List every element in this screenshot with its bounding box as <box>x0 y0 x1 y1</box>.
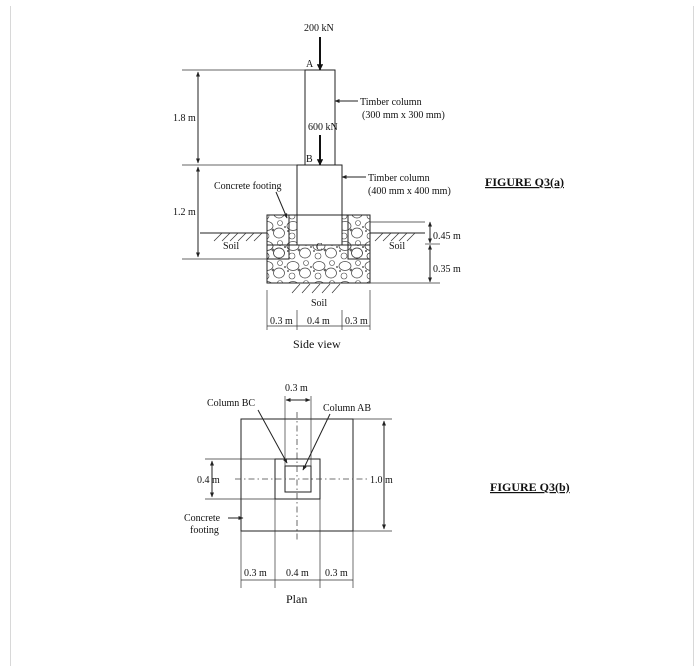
dim-b1-label: 0.3 m <box>270 316 293 327</box>
column-ab-label: Column AB <box>323 403 372 414</box>
soil-right-label: Soil <box>389 241 406 252</box>
side-view-title: Side view <box>293 337 341 351</box>
column-bc-label: Column BC <box>207 398 256 409</box>
dim-b2-label: 0.4 m <box>307 316 330 327</box>
ground-hatch-bottom <box>292 284 340 293</box>
side-view-diagram <box>173 23 461 351</box>
concrete-footing-label: Concrete footing <box>214 181 282 192</box>
plan-view-diagram <box>184 383 393 606</box>
ground-hatch-right <box>375 233 415 241</box>
plan-footing-label-1: Concrete <box>184 513 221 524</box>
dim-b3-label: 0.3 m <box>345 316 368 327</box>
load-200kn-label: 200 kN <box>304 23 334 34</box>
point-c-label: C <box>316 242 323 253</box>
figure-q3a-caption: FIGURE Q3(a) <box>485 175 564 189</box>
dim-1-2m-label: 1.2 m <box>173 207 196 218</box>
dim-0-35m-label: 0.35 m <box>433 264 461 275</box>
lower-column-label-1: Timber column <box>368 173 430 184</box>
point-a-label: A <box>306 59 314 70</box>
point-b-label: B <box>306 154 313 165</box>
upper-column-label-1: Timber column <box>360 97 422 108</box>
figure-q3b-caption: FIGURE Q3(b) <box>490 480 570 494</box>
plan-footing-label-2: footing <box>190 525 219 536</box>
upper-column-label-2: (300 mm x 300 mm) <box>362 110 445 121</box>
plan-b3-label: 0.3 m <box>325 568 348 579</box>
plan-dim-0-4m-label: 0.4 m <box>197 475 220 486</box>
load-600kn-label: 600 kN <box>308 122 338 133</box>
footing-leader <box>276 192 287 218</box>
soil-left-label: Soil <box>223 241 240 252</box>
column-embedded-part <box>297 215 342 245</box>
lower-timber-column <box>297 165 342 215</box>
dim-0-45m-label: 0.45 m <box>433 231 461 242</box>
soil-bottom-label: Soil <box>311 298 328 309</box>
ground-hatch-left <box>214 233 262 241</box>
plan-view-title: Plan <box>286 592 308 606</box>
plan-dim-1-0m-label: 1.0 m <box>370 475 393 486</box>
lower-column-label-2: (400 mm x 400 mm) <box>368 186 451 197</box>
dim-1-8m-label: 1.8 m <box>173 113 196 124</box>
plan-b1-label: 0.3 m <box>244 568 267 579</box>
plan-dim-0-3m-label: 0.3 m <box>285 383 308 394</box>
plan-b2-label: 0.4 m <box>286 568 309 579</box>
